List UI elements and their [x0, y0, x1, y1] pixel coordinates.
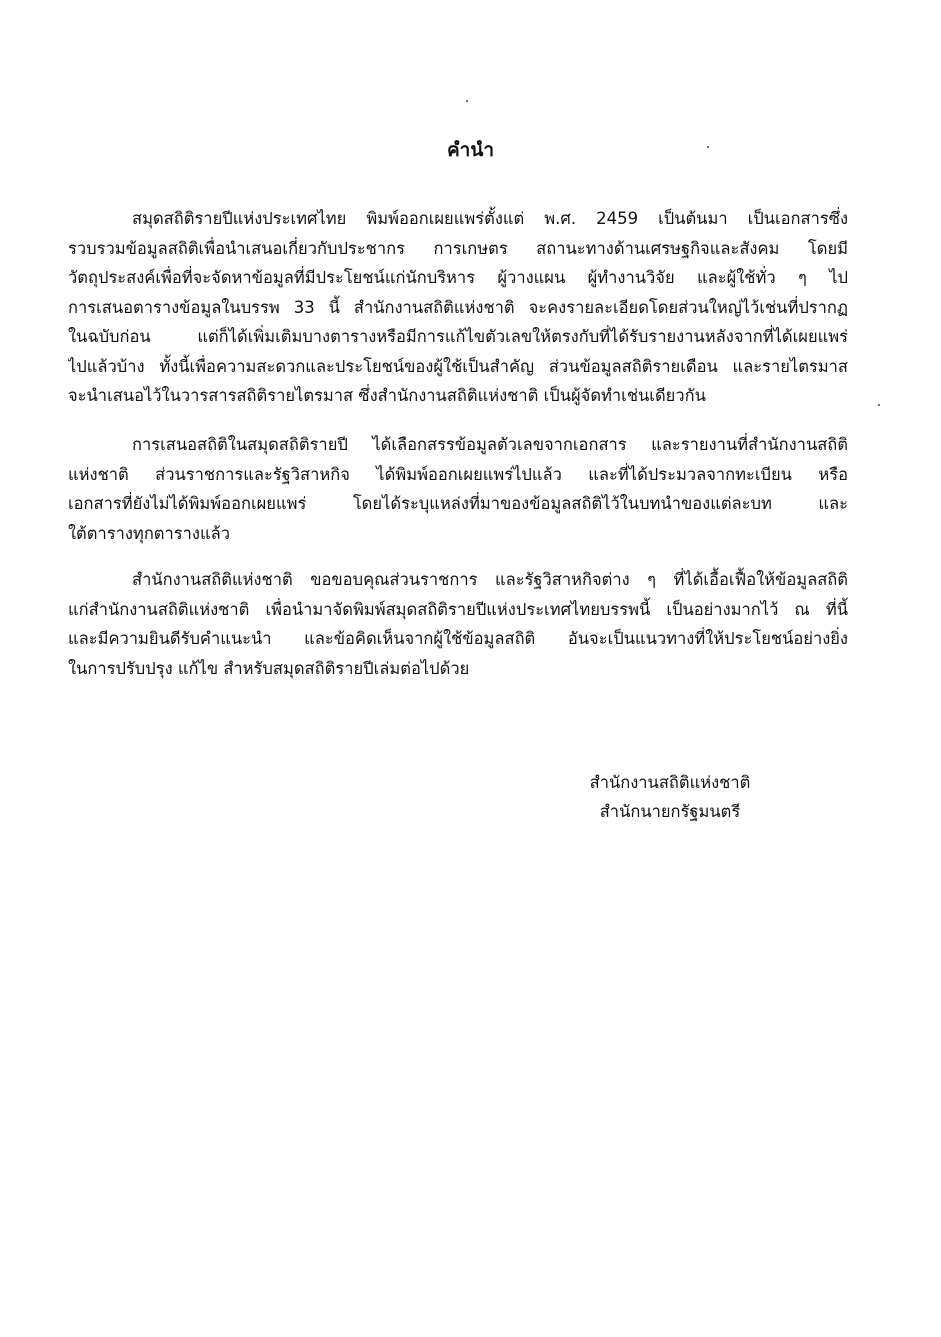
- paragraph-line: ใต้ตารางทุกตารางแล้ว: [68, 523, 230, 543]
- scan-speck: [878, 404, 880, 406]
- paragraph-line: รวบรวมข้อมูลสถิติเพื่อนำเสนอเกี่ยวกับประชากร การเกษตร สถานะทางด้านเศรษฐกิจและสังคม โดยมี: [68, 238, 848, 258]
- scan-speck: [466, 100, 468, 102]
- signature-organization: สำนักงานสถิติแห่งชาติ: [589, 773, 751, 792]
- signature-block: [560, 768, 780, 826]
- paragraph-line: ไปแล้วบ้าง ทั้งนี้เพื่อความสะดวกและประโยชน์ของผู้ใช้เป็นสำคัญ ส่วนข้อมูลสถิติรายเดือน และรายไตรมาส: [68, 356, 848, 376]
- paragraph-3: [68, 565, 848, 683]
- document-title: คำนำ: [446, 139, 495, 161]
- paragraph-line: การเสนอตารางข้อมูลในบรรพ 33 นี้ สำนักงานสถิติแห่งชาติ จะคงรายละเอียดโดยส่วนใหญ่ไว้เช่นที่ปรากฏ: [68, 297, 848, 317]
- paragraph-1: [68, 204, 848, 411]
- paragraph-line: แก่สำนักงานสถิติแห่งชาติ เพื่อนำมาจัดพิมพ์สมุดสถิติรายปีแห่งประเทศไทยบรรพนี้ เป็นอย่างมากไว้ ณ ที่นี้: [68, 599, 848, 619]
- signature-office: สำนักนายกรัฐมนตรี: [599, 802, 741, 821]
- paragraph-line: ในฉบับก่อน แต่ก็ได้เพิ่มเติมบางตารางหรือมีการแก้ไขตัวเลขให้ตรงกับที่ได้รับรายงานหลังจากที่ได้เผยแพร่: [68, 327, 848, 346]
- paragraph-line: เอกสารที่ยังไม่ได้พิมพ์ออกเผยแพร่ โดยได้ระบุแหล่งที่มาของข้อมูลสถิติไว้ในบทนำของแต่ละบท และ: [68, 494, 848, 513]
- paragraph-line: ในการปรับปรุง แก้ไข สำหรับสมุดสถิติรายปีเล่มต่อไปด้วย: [68, 658, 470, 678]
- paragraph-line: สมุดสถิติรายปีแห่งประเทศไทย พิมพ์ออกเผยแพร่ตั้งแต่ พ.ศ. 2459 เป็นต้นมา เป็นเอกสารซึ่ง: [132, 209, 848, 228]
- paragraph-line: และมีความยินดีรับคำแนะนำ และข้อคิดเห็นจากผู้ใช้ข้อมูลสถิติ อันจะเป็นแนวทางที่ให้ประโยชน์อย่างยิ่ง: [68, 629, 848, 648]
- paragraph-2: [68, 430, 848, 548]
- paragraph-line: จะนำเสนอไว้ในวารสารสถิติรายไตรมาส ซึ่งสำนักงานสถิติแห่งชาติ เป็นผู้จัดทำเช่นเดียวกัน: [68, 386, 706, 405]
- paragraph-line: สำนักงานสถิติแห่งชาติ ขอขอบคุณส่วนราชการ และรัฐวิสาหกิจต่าง ๆ ที่ได้เอื้อเฟื้อให้ข้อมูลสถิติ: [132, 570, 848, 589]
- paragraph-line: แห่งชาติ ส่วนราชการและรัฐวิสาหกิจ ได้พิมพ์ออกเผยแพร่ไปแล้ว และที่ได้ประมวลจากทะเบียน หรือ: [68, 464, 848, 484]
- paragraph-line: วัตถุประสงค์เพื่อที่จะจัดหาข้อมูลที่มีประโยชน์แก่นักบริหาร ผู้วางแผน ผู้ทำงานวิจัย และผู้ใช้ทั่ว ๆ ไป: [68, 268, 848, 287]
- paragraph-line: การเสนอสถิติในสมุดสถิติรายปี ได้เลือกสรรข้อมูลตัวเลขจากเอกสาร และรายงานที่สำนักงานสถิติ: [132, 435, 848, 454]
